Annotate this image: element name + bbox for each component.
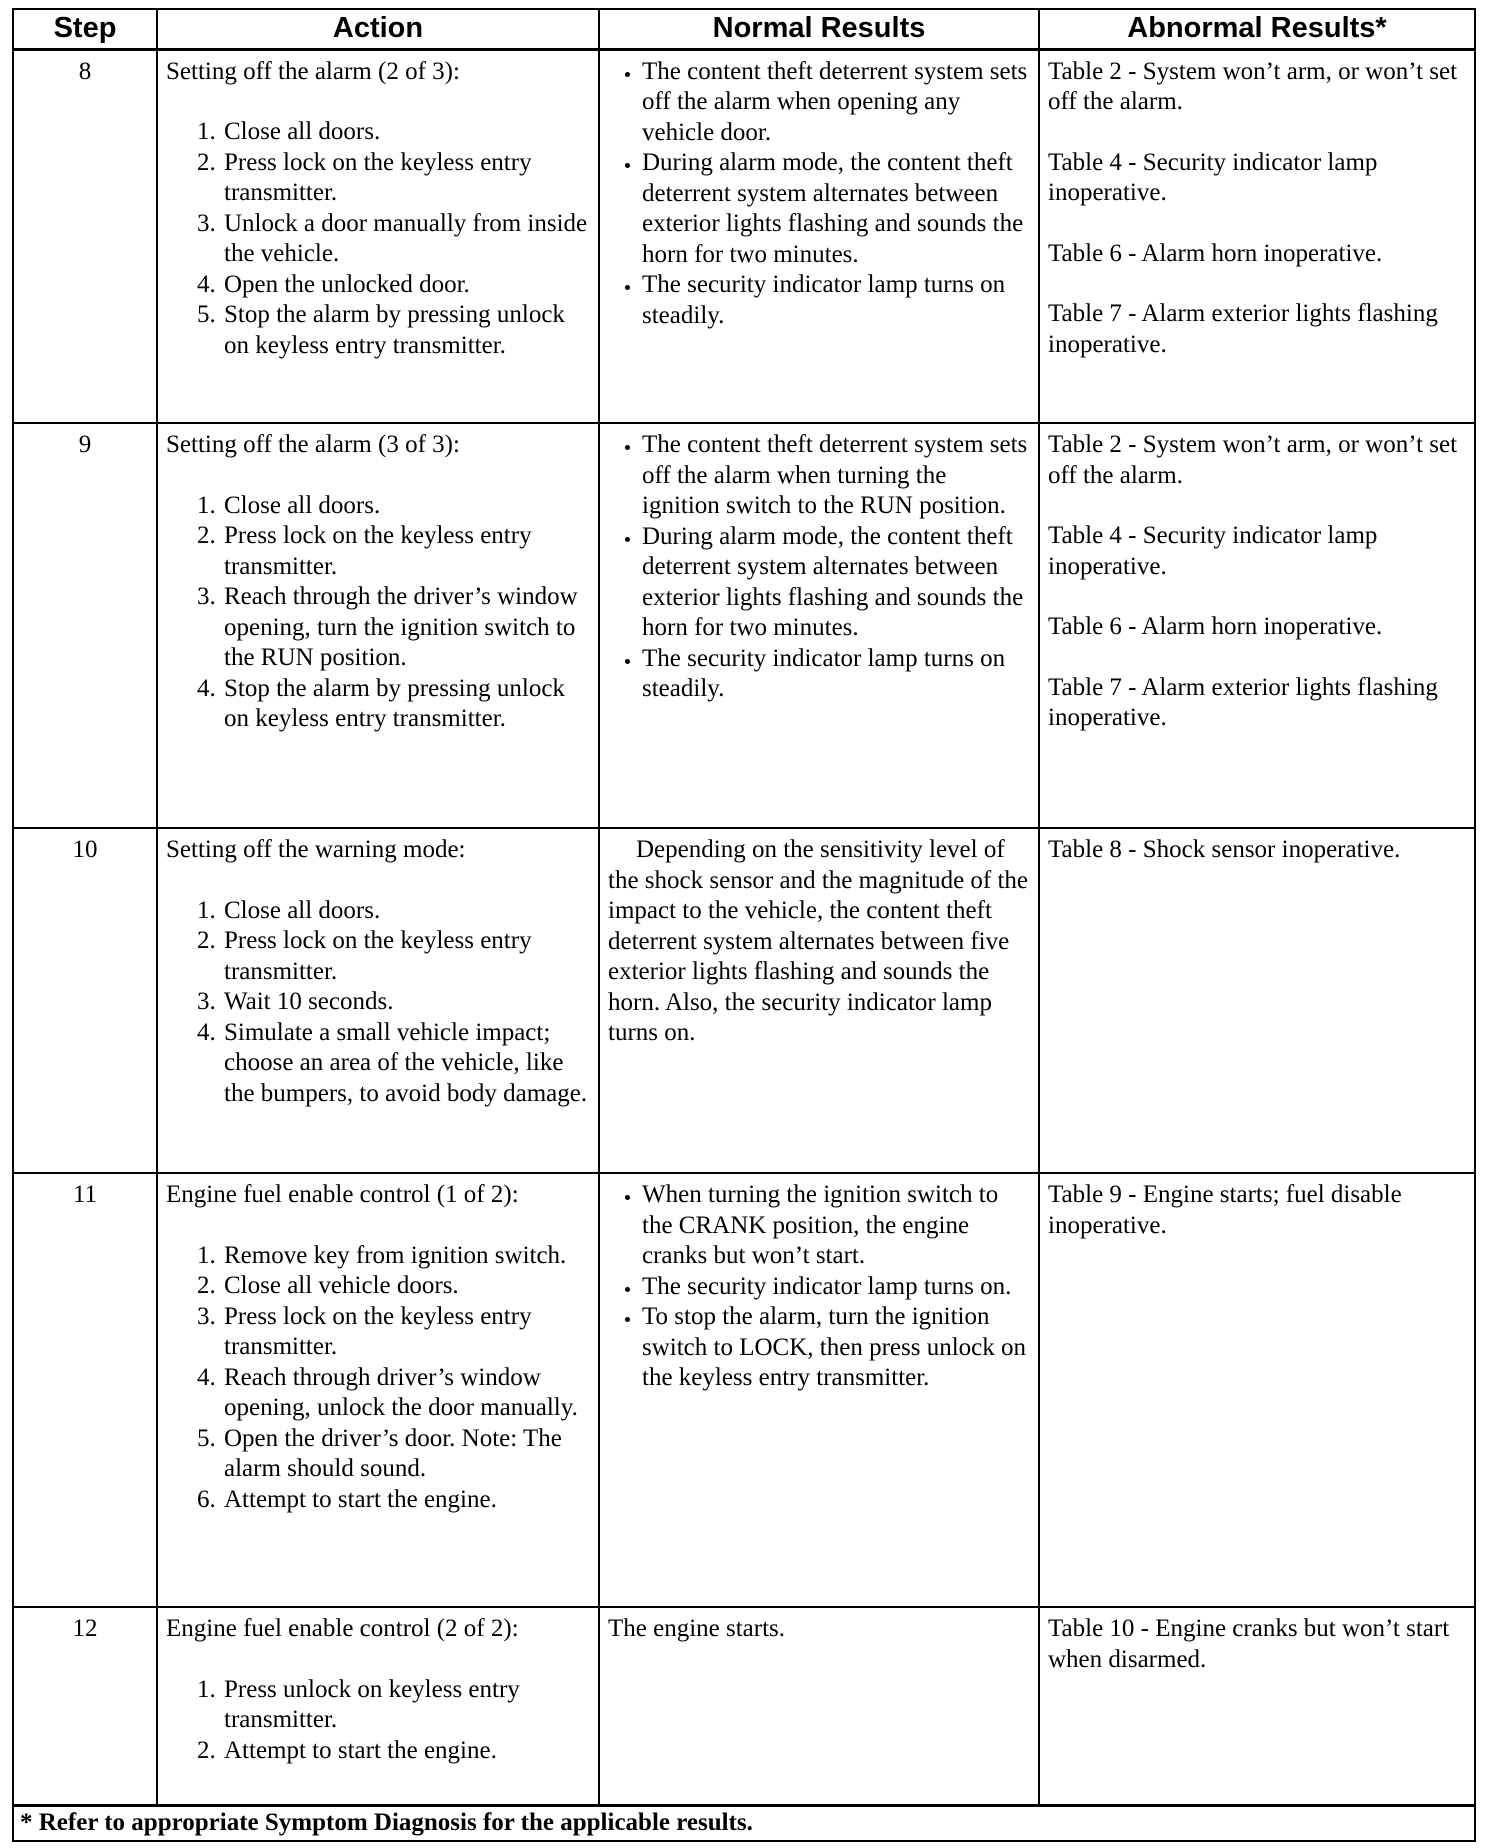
- abnormal-result-ref: Table 7 - Alarm exterior lights flashing inoperative.: [1048, 673, 1438, 731]
- action-step: 1. Remove key from ignition switch.: [222, 1241, 590, 1272]
- footer-row: [13, 1805, 1475, 1841]
- header-action: Action: [157, 9, 599, 49]
- normal-result-item: • During alarm mode, the content theft deterrent system alternates between exterior lights flashing and sounds the horn for two minutes.: [642, 522, 1030, 644]
- normal-result-text: Depending on the sensitivity level of the shock sensor and the magnitude of the impact to the vehicle, the content theft deterrent system alternates between five exterior lights flashing and sounds the horn. Also, the security indicator lamp turns on.: [608, 836, 1029, 1046]
- action-step: 1. Close all doors.: [222, 491, 590, 522]
- action-step: 3. Press lock on the keyless entry transmitter.: [222, 1302, 590, 1363]
- normal-results-cell: [599, 423, 1039, 828]
- step-number: 11: [13, 1173, 157, 1607]
- abnormal-result-ref: Table 10 - Engine cranks but won’t start when disarmed.: [1048, 1615, 1450, 1673]
- action-steps: [166, 117, 590, 361]
- action-step: 1. Press unlock on keyless entry transmitter.: [222, 1675, 590, 1736]
- normal-result-item: • The content theft deterrent system sets off the alarm when turning the ignition switch to the RUN position.: [642, 430, 1030, 522]
- normal-results-list: [608, 57, 1030, 332]
- action-step: 4. Reach through driver’s window opening, unlock the door manually.: [222, 1363, 590, 1424]
- action-step: 3. Unlock a door manually from inside the vehicle.: [222, 209, 590, 270]
- action-title: Engine fuel enable control (2 of 2):: [166, 1615, 519, 1642]
- action-cell: [157, 828, 599, 1173]
- abnormal-result-ref: Table 2 - System won’t arm, or won’t set off the alarm.: [1048, 57, 1458, 115]
- normal-results-cell: [599, 1607, 1039, 1805]
- action-title: Setting off the alarm (3 of 3):: [166, 431, 460, 458]
- action-step: 2. Attempt to start the engine.: [222, 1736, 590, 1767]
- header-step: Step: [13, 9, 157, 49]
- abnormal-result-ref: Table 7 - Alarm exterior lights flashing inoperative.: [1048, 300, 1438, 358]
- action-steps: [166, 896, 590, 1110]
- normal-results-cell: [599, 828, 1039, 1173]
- normal-result-item: • To stop the alarm, turn the ignition switch to LOCK, then press unlock on the keyless entry transmitter.: [642, 1302, 1030, 1394]
- action-step: 6. Attempt to start the engine.: [222, 1485, 590, 1516]
- diagnostic-table: [12, 8, 1476, 1842]
- action-step: 4. Simulate a small vehicle impact; choose an area of the vehicle, like the bumpers, to avoid body damage.: [222, 1018, 590, 1110]
- action-steps: [166, 491, 590, 735]
- abnormal-result-ref: Table 4 - Security indicator lamp inoperative.: [1048, 522, 1378, 580]
- abnormal-results-cell: [1039, 828, 1475, 1173]
- action-cell: [157, 49, 599, 423]
- action-step: 1. Close all doors.: [222, 896, 590, 927]
- normal-result-text: The engine starts.: [608, 1615, 786, 1642]
- table-row: [13, 828, 1475, 1173]
- normal-result-item: • The content theft deterrent system sets off the alarm when opening any vehicle door.: [642, 57, 1030, 149]
- action-step: 1. Close all doors.: [222, 117, 590, 148]
- normal-result-item: • The security indicator lamp turns on steadily.: [642, 644, 1030, 705]
- action-title: Setting off the warning mode:: [166, 836, 466, 863]
- action-step: 2. Press lock on the keyless entry transmitter.: [222, 521, 590, 582]
- action-step: 3. Reach through the driver’s window opening, turn the ignition switch to the RUN position.: [222, 582, 590, 674]
- abnormal-result-ref: Table 8 - Shock sensor inoperative.: [1048, 836, 1401, 863]
- action-step: 5. Open the driver’s door. Note: The alarm should sound.: [222, 1424, 590, 1485]
- action-step: 5. Stop the alarm by pressing unlock on keyless entry transmitter.: [222, 300, 590, 361]
- header-abnormal-results: Abnormal Results*: [1039, 9, 1475, 49]
- abnormal-result-ref: Table 6 - Alarm horn inoperative.: [1048, 613, 1383, 640]
- abnormal-result-ref: Table 2 - System won’t arm, or won’t set off the alarm.: [1048, 431, 1458, 489]
- normal-result-item: • During alarm mode, the content theft deterrent system alternates between exterior lights flashing and sounds the horn for two minutes.: [642, 148, 1030, 270]
- abnormal-results-cell: [1039, 1607, 1475, 1805]
- action-title: Engine fuel enable control (1 of 2):: [166, 1181, 519, 1208]
- abnormal-result-ref: Table 6 - Alarm horn inoperative.: [1048, 239, 1383, 267]
- footnote: * Refer to appropriate Symptom Diagnosis for the applicable results.: [13, 1805, 1475, 1841]
- table-row: [13, 1173, 1475, 1607]
- normal-result-item: • When turning the ignition switch to the CRANK position, the engine cranks but won’t start.: [642, 1180, 1030, 1272]
- header-row: [13, 9, 1475, 49]
- normal-result-item: • The security indicator lamp turns on steadily.: [642, 270, 1030, 331]
- normal-results-cell: [599, 49, 1039, 423]
- abnormal-results-cell: [1039, 1173, 1475, 1607]
- normal-results-list: [608, 430, 1030, 705]
- abnormal-result-ref: Table 4 - Security indicator lamp inoperative.: [1048, 148, 1378, 206]
- action-step: 2. Press lock on the keyless entry transmitter.: [222, 926, 590, 987]
- action-steps: [166, 1675, 590, 1767]
- action-step: 2. Close all vehicle doors.: [222, 1271, 590, 1302]
- abnormal-result-ref: Table 9 - Engine starts; fuel disable inoperative.: [1048, 1181, 1402, 1239]
- action-steps: [166, 1241, 590, 1516]
- action-cell: [157, 1173, 599, 1607]
- step-number: 8: [13, 49, 157, 423]
- step-number: 9: [13, 423, 157, 828]
- normal-result-item: • The security indicator lamp turns on.: [642, 1272, 1030, 1303]
- action-step: 3. Wait 10 seconds.: [222, 987, 590, 1018]
- action-cell: [157, 1607, 599, 1805]
- step-number: 12: [13, 1607, 157, 1805]
- step-number: 10: [13, 828, 157, 1173]
- table-row: [13, 49, 1475, 423]
- action-step: 2. Press lock on the keyless entry transmitter.: [222, 148, 590, 209]
- action-title: Setting off the alarm (2 of 3):: [166, 57, 460, 85]
- action-cell: [157, 423, 599, 828]
- header-normal-results: Normal Results: [599, 9, 1039, 49]
- action-step: 4. Stop the alarm by pressing unlock on keyless entry transmitter.: [222, 674, 590, 735]
- normal-results-cell: [599, 1173, 1039, 1607]
- table-row: [13, 1607, 1475, 1805]
- abnormal-results-cell: [1039, 49, 1475, 423]
- table-row: [13, 423, 1475, 828]
- normal-results-list: [608, 1180, 1030, 1394]
- action-step: 4. Open the unlocked door.: [222, 270, 590, 301]
- abnormal-results-cell: [1039, 423, 1475, 828]
